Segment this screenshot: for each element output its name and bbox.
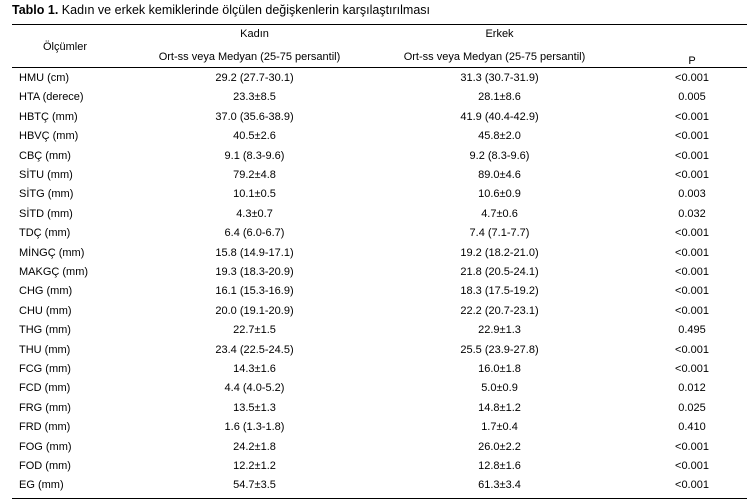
male-value-cell: 22.2 (20.7-23.1) — [460, 304, 539, 317]
female-value-cell: 22.7±1.5 — [233, 324, 276, 337]
female-value-cell: 24.2±1.8 — [233, 440, 276, 453]
table-row — [12, 245, 747, 264]
p-value-cell: <0.001 — [675, 304, 709, 317]
p-value-cell: <0.001 — [675, 266, 709, 278]
table-row — [12, 264, 747, 283]
table-row — [12, 361, 747, 380]
female-value-cell: 4.4 (4.0-5.2) — [224, 382, 285, 395]
male-value-cell: 7.4 (7.1-7.7) — [469, 227, 530, 240]
p-value-cell: <0.001 — [675, 246, 709, 259]
male-value-cell: 26.0±2.2 — [478, 440, 521, 453]
table-title: Kadın ve erkek kemiklerinde ölçülen değişkenlerin karşılaştırılması — [61, 3, 431, 17]
male-value-cell: 4.7±0.6 — [481, 207, 518, 220]
table-row — [12, 400, 747, 419]
table-row — [12, 128, 747, 147]
header-female: Kadın — [240, 28, 269, 40]
measure-cell: CBÇ (mm) — [19, 149, 71, 162]
female-value-cell: 14.3±1.6 — [233, 363, 276, 375]
table-row — [12, 477, 747, 496]
table-caption — [12, 3, 430, 17]
male-value-cell: 18.3 (17.5-19.2) — [460, 285, 539, 298]
measure-cell: FCD (mm) — [19, 382, 71, 395]
table-row — [12, 342, 747, 361]
p-value-cell: <0.001 — [675, 130, 709, 143]
measure-cell: MAKGÇ (mm) — [19, 266, 89, 278]
table-row — [12, 206, 747, 225]
table-number: Tablo 1. — [12, 3, 59, 17]
female-value-cell: 12.2±1.2 — [233, 460, 276, 472]
table-row — [12, 148, 747, 167]
header-measurements: Ölçümler — [43, 41, 88, 53]
male-value-cell: 31.3 (30.7-31.9) — [460, 72, 539, 84]
header-rule — [12, 67, 747, 68]
subheader-male: Ort-ss veya Medyan (25-75 persantil) — [403, 51, 586, 63]
measure-cell: FRG (mm) — [19, 401, 71, 414]
female-value-cell: 4.3±0.7 — [236, 207, 273, 220]
measure-cell: THU (mm) — [19, 343, 71, 356]
p-value-cell: <0.001 — [675, 343, 709, 356]
female-value-cell: 54.7±3.5 — [233, 479, 276, 492]
measure-cell: SİTG (mm) — [19, 188, 74, 201]
top-rule — [12, 24, 747, 25]
header-male: Erkek — [485, 28, 514, 40]
male-value-cell: 21.8 (20.5-24.1) — [460, 266, 539, 278]
table-row — [12, 109, 747, 128]
female-value-cell: 37.0 (35.6-38.9) — [215, 110, 294, 123]
p-value-cell: 0.012 — [678, 382, 706, 395]
measure-cell: TDÇ (mm) — [19, 227, 71, 240]
female-value-cell: 6.4 (6.0-6.7) — [224, 227, 285, 240]
male-value-cell: 22.9±1.3 — [478, 324, 521, 337]
male-value-cell: 45.8±2.0 — [478, 130, 521, 143]
measure-cell: HBVÇ (mm) — [19, 130, 79, 143]
measure-cell: FCG (mm) — [19, 363, 71, 375]
measure-cell: FOG (mm) — [19, 440, 72, 453]
measure-cell: CHG (mm) — [19, 285, 73, 298]
measure-cell: FRD (mm) — [19, 421, 71, 434]
subheader-female: Ort-ss veya Medyan (25-75 persantil) — [158, 51, 341, 63]
p-value-cell: <0.001 — [675, 110, 709, 123]
female-value-cell: 13.5±1.3 — [233, 401, 276, 414]
p-value-cell: <0.001 — [675, 169, 709, 181]
male-value-cell: 89.0±4.6 — [478, 169, 521, 181]
p-value-cell: <0.001 — [675, 72, 709, 84]
female-value-cell: 15.8 (14.9-17.1) — [215, 246, 294, 259]
p-value-cell: <0.001 — [675, 363, 709, 375]
p-value-cell: <0.001 — [675, 227, 709, 240]
table-row — [12, 419, 747, 438]
male-value-cell: 10.6±0.9 — [478, 188, 521, 201]
table-row — [12, 186, 747, 205]
p-value-cell: 0.005 — [678, 91, 706, 104]
male-value-cell: 12.8±1.6 — [478, 460, 521, 472]
measure-cell: SİTU (mm) — [19, 169, 73, 181]
table-row — [12, 89, 747, 108]
table-row — [12, 225, 747, 244]
table-row — [12, 303, 747, 322]
female-value-cell: 19.3 (18.3-20.9) — [215, 266, 294, 278]
male-value-cell: 41.9 (40.4-42.9) — [460, 110, 539, 123]
female-value-cell: 9.1 (8.3-9.6) — [224, 149, 285, 162]
p-value-cell: 0.410 — [678, 421, 706, 434]
female-value-cell: 40.5±2.6 — [233, 130, 276, 143]
table-row — [12, 283, 747, 302]
female-value-cell: 20.0 (19.1-20.9) — [215, 304, 294, 317]
male-value-cell: 9.2 (8.3-9.6) — [469, 149, 530, 162]
measure-cell: SİTD (mm) — [19, 207, 73, 220]
measure-cell: FOD (mm) — [19, 460, 71, 472]
p-value-cell: <0.001 — [675, 149, 709, 162]
female-value-cell: 10.1±0.5 — [233, 188, 276, 201]
measure-cell: CHU (mm) — [19, 304, 72, 317]
table-row — [12, 380, 747, 399]
female-value-cell: 23.4 (22.5-24.5) — [215, 343, 294, 356]
male-value-cell: 1.7±0.4 — [481, 421, 518, 434]
male-value-cell: 16.0±1.8 — [478, 363, 521, 375]
measure-cell: HMU (cm) — [19, 72, 70, 84]
male-value-cell: 19.2 (18.2-21.0) — [460, 246, 539, 259]
female-value-cell: 23.3±8.5 — [233, 91, 276, 104]
male-value-cell: 5.0±0.9 — [481, 382, 518, 395]
p-value-cell: <0.001 — [675, 479, 709, 492]
measure-cell: THG (mm) — [19, 324, 71, 337]
table-row — [12, 167, 747, 186]
p-value-cell: <0.001 — [675, 440, 709, 453]
measure-cell: HBTÇ (mm) — [19, 110, 78, 123]
table-row — [12, 458, 747, 477]
male-value-cell: 61.3±3.4 — [478, 479, 521, 492]
male-value-cell: 28.1±8.6 — [478, 91, 521, 104]
p-value-cell: 0.495 — [678, 324, 706, 337]
male-value-cell: 25.5 (23.9-27.8) — [460, 343, 539, 356]
female-value-cell: 29.2 (27.7-30.1) — [215, 72, 294, 84]
header-p: P — [688, 55, 696, 67]
measure-cell: HTA (derece) — [19, 91, 84, 104]
table-row — [12, 439, 747, 458]
p-value-cell: 0.025 — [678, 401, 706, 414]
bottom-rule — [12, 498, 747, 499]
p-value-cell: <0.001 — [675, 285, 709, 298]
male-value-cell: 14.8±1.2 — [478, 401, 521, 414]
female-value-cell: 16.1 (15.3-16.9) — [215, 285, 294, 298]
table-row — [12, 70, 747, 89]
p-value-cell: 0.032 — [678, 207, 706, 220]
measure-cell: EG (mm) — [19, 479, 64, 492]
table-row — [12, 322, 747, 341]
p-value-cell: <0.001 — [675, 460, 709, 472]
p-value-cell: 0.003 — [678, 188, 706, 201]
female-value-cell: 79.2±4.8 — [233, 169, 276, 181]
female-value-cell: 1.6 (1.3-1.8) — [224, 421, 285, 434]
measure-cell: MİNGÇ (mm) — [19, 246, 85, 259]
